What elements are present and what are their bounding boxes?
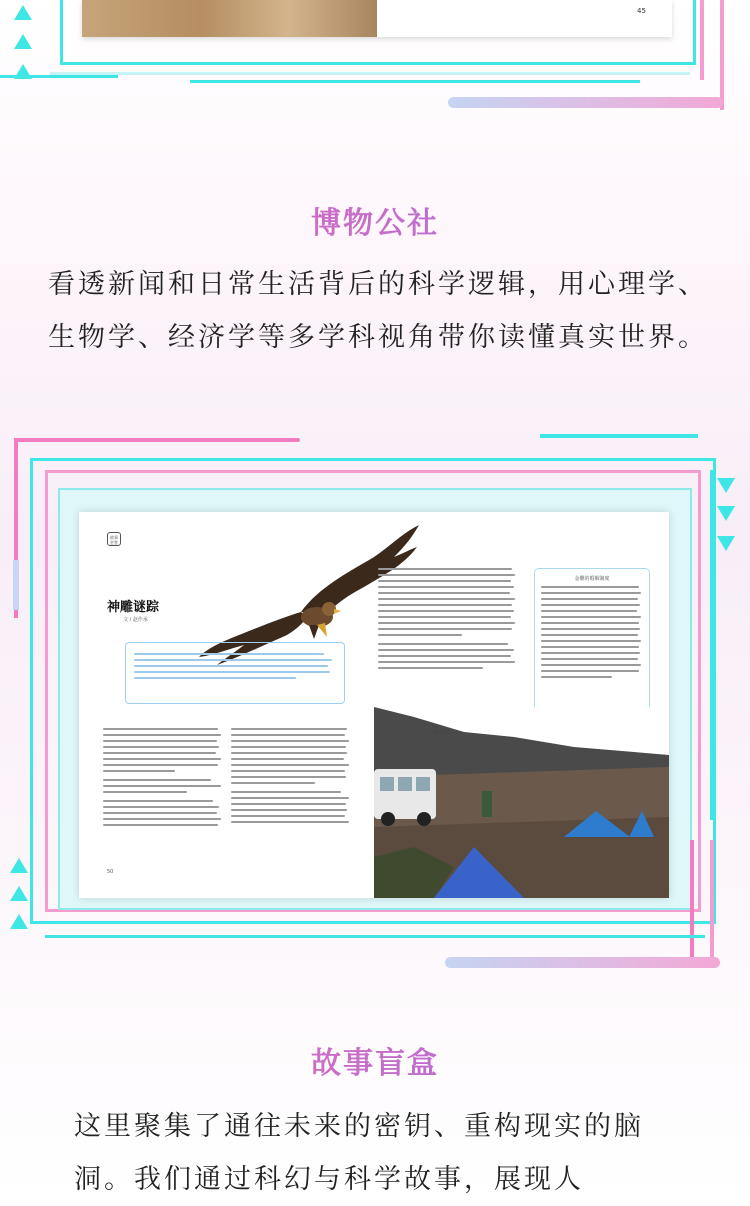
photo-caption: 露营地 [434,730,450,736]
section-description-2: 这里聚集了通往未来的密钥、重构现实的脑洞。我们通过科幻与科学故事，展现人 [74,1111,644,1195]
magazine-spread [79,512,669,898]
right-page [374,512,669,898]
section-description: 看透新闻和日常生活背后的科学逻辑，用心理学、生物学、经济学等多学科视角带你读懂真实世界。 [48,269,708,353]
top-magazine-spread [82,0,672,37]
right-body-text [378,564,518,673]
author-line: 文 / 赵作承 [123,617,148,623]
section-title-2: 故事盲盒 [0,1038,750,1082]
camp-photo [374,707,669,898]
body-column-1 [103,724,223,830]
left-page [79,512,374,898]
column-badge: 故事 会堂 [107,532,121,546]
sidebar-box [534,568,650,728]
section-title: 博物公社 [0,198,750,242]
page-number-left: 50 [107,869,114,875]
intro-box [125,642,345,704]
page-number: 45 [637,7,646,15]
article-title: 神雕谜踪 [107,600,160,615]
body-column-2 [231,724,351,827]
desert-photo [82,0,377,37]
sidebar-title: 金雕的婚姻制度 [574,576,610,582]
